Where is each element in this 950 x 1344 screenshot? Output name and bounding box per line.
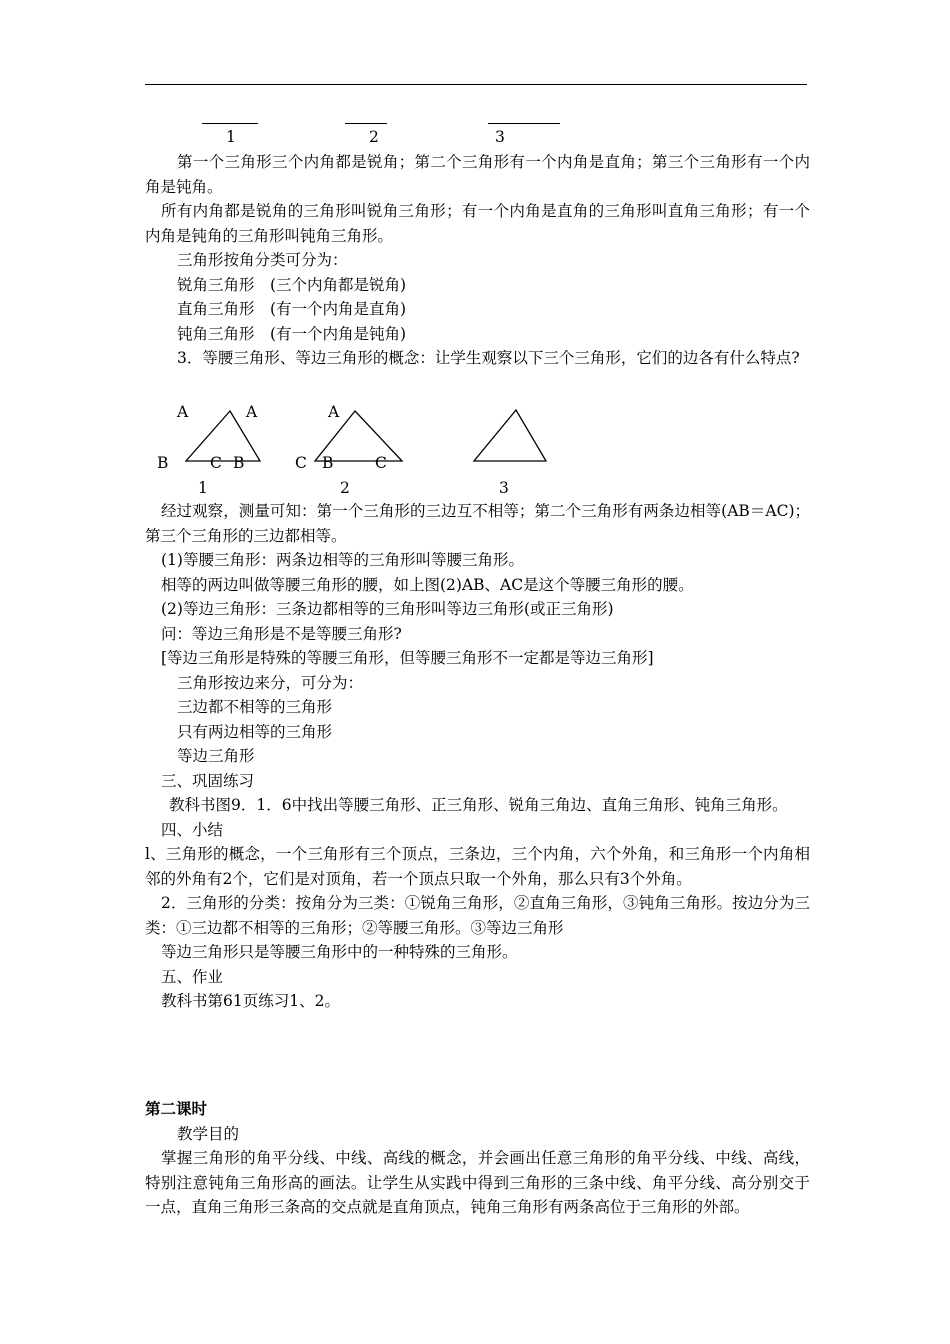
label-c-1: C xyxy=(210,454,222,472)
label-a-1: A xyxy=(177,403,189,421)
text-p1: 第一个三角形三个内角都是锐角；第二个三角形有一个内角是直角；第三个三角形有一个内角是钝角。 xyxy=(145,153,810,196)
body-text-8: 只有两边相等的三角形 xyxy=(177,722,333,741)
paragraph-side-types xyxy=(145,499,810,1014)
body-text-2: 相等的两边叫做等腰三角形的腰，如上图(2)AB、AC是这个等腰三角形的腰。 xyxy=(161,575,694,594)
lesson-two-section xyxy=(145,1097,810,1220)
body-text-17: 教科书第61页练习1、2。 xyxy=(161,992,340,1010)
body-text-6: 三角形按边来分，可分为： xyxy=(177,673,364,692)
body-text-11: 教科书图9．1．6中找出等腰三角形、正三角形、锐角三角边、直角三角形、钝角三角形。 xyxy=(169,796,788,814)
label-b-2: B xyxy=(233,454,245,472)
segment-label-2: 2 xyxy=(369,128,379,146)
section-heading-practice: 三、巩固练习 xyxy=(161,771,255,790)
segment-label-1: 1 xyxy=(226,128,236,146)
label-a-3: A xyxy=(328,403,340,421)
body-text-9: 等边三角形 xyxy=(177,747,255,765)
body-text-5: [等边三角形是特殊的等腰三角形，但等腰三角形不一定都是等边三角形] xyxy=(161,649,654,667)
text-p3: 三角形按角分类可分为： xyxy=(177,251,348,269)
text-p2: 所有内角都是锐角的三角形叫锐角三角形；有一个内角是直角的三角形叫直角三角形；有一个内角是钝角的三角形叫钝角三角形。 xyxy=(145,202,810,245)
segment-label-3: 3 xyxy=(495,128,505,146)
lesson-two-title: 第二课时 xyxy=(145,1099,208,1118)
text-p7: 3．等腰三角形、等边三角形的概念：让学生观察以下三个三角形，它们的边各有什么特点? xyxy=(177,349,800,367)
text-p5: 直角三角形 (有一个内角是直角) xyxy=(177,300,407,318)
body-text-7: 三边都不相等的三角形 xyxy=(177,698,333,716)
label-c-3: C xyxy=(375,454,387,472)
label-a-2: A xyxy=(246,403,258,421)
figure-number-2: 2 xyxy=(340,479,350,497)
text-p6: 钝角三角形 (有一个内角是钝角) xyxy=(177,324,407,343)
body-text-4: 问：等边三角形是不是等腰三角形? xyxy=(161,624,402,643)
lesson-two-goal-text: 掌握三角形的角平分线、中线、高线的概念，并会画出任意三角形的角平分线、中线、高线，特别注意钝角三角形高的画法。让学生从实践中得到三角形的三条中线、角平分线、高分别交于一点，直角三角形三条高的交点就是直角顶点，钝角三角形有两条高位于三角形的外部。 xyxy=(145,1149,810,1216)
body-text-15: 等边三角形只是等腰三角形中的一种特殊的三角形。 xyxy=(161,943,518,961)
body-text-13: l、三角形的概念，一个三角形有三个顶点，三条边，三个内角，六个外角，和三角形一个内角相邻的外角有2个，它们是对顶角，若一个顶点只取一个外角，那么只有3个外角。 xyxy=(145,845,810,888)
label-c-2: C xyxy=(295,454,307,472)
body-text-14: 2．三角形的分类：按角分为三类：①锐角三角形，②直角三角形，③钝角三角形。按边分为三类：①三边都不相等的三角形；②等腰三角形。③等边三角形 xyxy=(145,894,810,937)
section-heading-homework: 五、作业 xyxy=(161,967,224,986)
label-b-3: B xyxy=(322,454,334,472)
triangle-3 xyxy=(474,410,546,461)
figure-number-3: 3 xyxy=(499,479,509,497)
body-text-1: (1)等腰三角形：两条边相等的三角形叫等腰三角形。 xyxy=(161,551,524,569)
text-p4: 锐角三角形 (三个内角都是锐角) xyxy=(177,275,407,294)
label-b-1: B xyxy=(157,454,169,472)
body-text-3: (2)等边三角形：三条边都相等的三角形叫等边三角形(或正三角形) xyxy=(161,600,614,618)
body-text-0: 经过观察，测量可知：第一个三角形的三边互不相等；第二个三角形有两条边相等(AB＝AC)；第三个三角形的三边都相等。 xyxy=(145,502,810,545)
section-heading-summary: 四、小结 xyxy=(161,820,224,839)
lesson-two-goal-heading: 教学目的 xyxy=(177,1124,240,1143)
figure-number-1: 1 xyxy=(198,479,208,497)
